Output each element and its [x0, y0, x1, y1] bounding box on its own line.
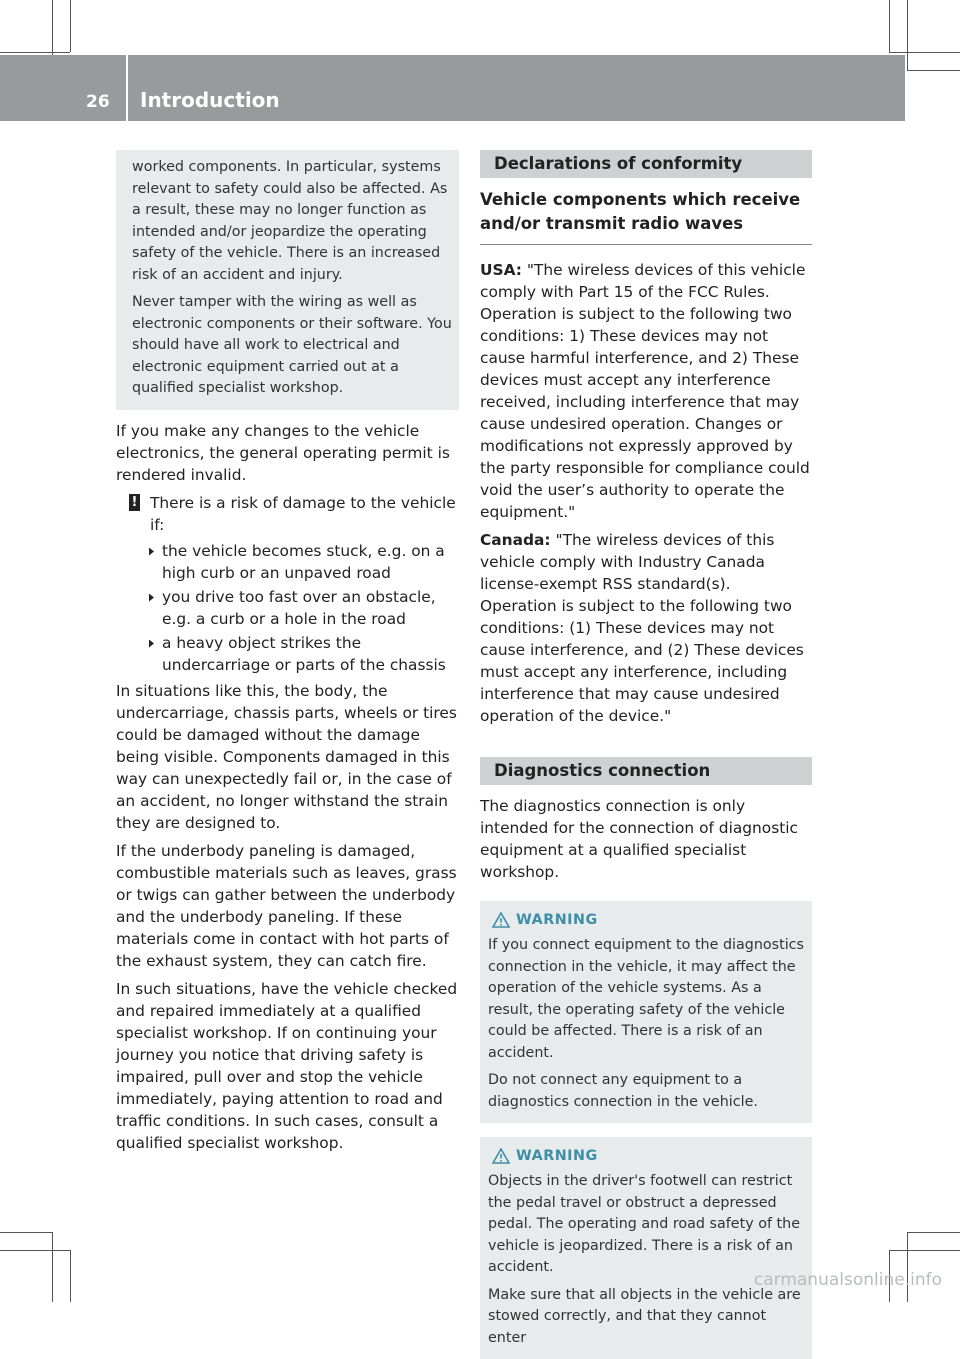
- warning-text: Never tamper with the wiring as well as electronic components or their software. You should have all work to electrical and electronic equipment carried out at a qualified specialist workshop.: [132, 294, 452, 396]
- warning-text: worked components. In particular, systems relevant to safety could also be affected. As a result, these may no longer function as intended and/or jeopardize the operating safety of the vehicle. There is an increased risk of an accident and injury.: [132, 159, 448, 283]
- warning-label: WARNING: [516, 1148, 598, 1164]
- warning-box-diagnostics: [480, 901, 812, 1123]
- damage-bullet-list: [116, 540, 459, 676]
- crop-mark: [907, 70, 960, 71]
- crop-mark: [889, 52, 960, 53]
- warning-text: Make sure that all objects in the vehicle are stowed correctly, and that they cannot enter: [488, 1286, 801, 1346]
- page-title: Introduction: [140, 88, 280, 112]
- exclamation-icon: !: [129, 494, 140, 511]
- note-intro: There is a risk of damage to the vehicle if:: [150, 493, 456, 534]
- crop-mark: [0, 1232, 52, 1233]
- list-item: the vehicle becomes stuck, e.g. on a high curb or an unpaved road: [148, 540, 459, 584]
- crop-mark: [52, 1232, 53, 1302]
- left-column: [116, 150, 459, 1160]
- canada-label: Canada:: [480, 531, 551, 549]
- canada-text: "The wireless devices of this vehicle comply with Industry Canada license-exempt RSS standard(s). Operation is subject to the following two conditions: (1) These devices may not cause interference, and (2) These devices must accept any interference, including interference that may cause undesired operation of the device.": [480, 531, 804, 725]
- note-paragraph: If the underbody paneling is damaged, combustible materials such as leaves, grass or twigs can gather between the underbody and the underbody paneling. If these materials come in contact with hot parts of the exhaust system, they can catch fire.: [116, 841, 457, 970]
- damage-note: [116, 492, 459, 536]
- header-divider: [126, 55, 128, 121]
- crop-mark: [907, 1232, 908, 1302]
- usa-paragraph: [480, 259, 812, 523]
- crop-mark: [0, 1250, 70, 1251]
- warning-text: Objects in the driver's footwell can restrict the pedal travel or obstruct a depressed pedal. The operating and road safety of the vehicle is jeopardized. There is a risk of an accident.: [488, 1173, 800, 1275]
- watermark: carmanualsonline.info: [753, 1270, 942, 1290]
- warning-text: If you connect equipment to the diagnostics connection in the vehicle, it may affect the operation of the vehicle systems. As a result, the operating safety of the vehicle could be affected. There is a risk of an accident.: [488, 937, 804, 1061]
- warning-header: [488, 909, 804, 931]
- crop-mark: [70, 0, 71, 52]
- list-item: a heavy object strikes the undercarriage or parts of the chassis: [148, 632, 459, 676]
- crop-mark: [70, 1250, 71, 1302]
- warning-continuation-box: [116, 150, 459, 410]
- crop-mark: [889, 0, 890, 52]
- warning-box-footwell: [480, 1137, 812, 1359]
- warning-header: [488, 1145, 804, 1167]
- subheading-radio-components: Vehicle components which receive and/or transmit radio waves: [480, 188, 812, 245]
- crop-mark: [0, 52, 70, 53]
- page-number: 26: [86, 92, 110, 112]
- note-paragraph: In such situations, have the vehicle checked and repaired immediately at a qualified specialist workshop. If on continuing your journey you notice that driving safety is impaired, pull over and stop the vehicle immediately, paying attention to road and traffic conditions. In such cases, consult a qualified specialist workshop.: [116, 979, 458, 1152]
- warning-triangle-icon: [492, 912, 510, 928]
- usa-label: USA:: [480, 261, 522, 279]
- warning-label: WARNING: [516, 912, 598, 928]
- section-heading-diagnostics: Diagnostics connection: [480, 757, 812, 785]
- warning-triangle-icon: [492, 1148, 510, 1164]
- warning-text: Do not connect any equipment to a diagnostics connection in the vehicle.: [488, 1072, 758, 1110]
- right-column: [480, 150, 812, 1359]
- crop-mark: [907, 1232, 960, 1233]
- permit-paragraph: If you make any changes to the vehicle electronics, the general operating permit is rendered invalid.: [116, 421, 450, 484]
- note-paragraph: In situations like this, the body, the undercarriage, chassis parts, wheels or tires could be damaged without the damage being visible. Components damaged in this way can unexpectedly fail or, in the case of an accident, no longer withstand the strain they are designed to.: [116, 681, 457, 832]
- usa-text: "The wireless devices of this vehicle comply with Part 15 of the FCC Rules. Operation is subject to the following two conditions: 1) These devices may not cause harmful interference, and 2) These devices must accept any interference received, including interference that may cause undesired operation. Changes or modifications not expressly approved by the party responsible for compliance could void the user’s authority to operate the equipment.": [480, 261, 810, 521]
- canada-paragraph: [480, 529, 812, 727]
- list-item: you drive too fast over an obstacle, e.g. a curb or a hole in the road: [148, 586, 459, 630]
- diagnostics-paragraph: The diagnostics connection is only intended for the connection of diagnostic equipment at a qualified specialist workshop.: [480, 797, 799, 881]
- crop-mark: [889, 1250, 960, 1251]
- section-heading-conformity: Declarations of conformity: [480, 150, 812, 178]
- crop-mark: [907, 0, 908, 70]
- header-bar: [0, 55, 905, 121]
